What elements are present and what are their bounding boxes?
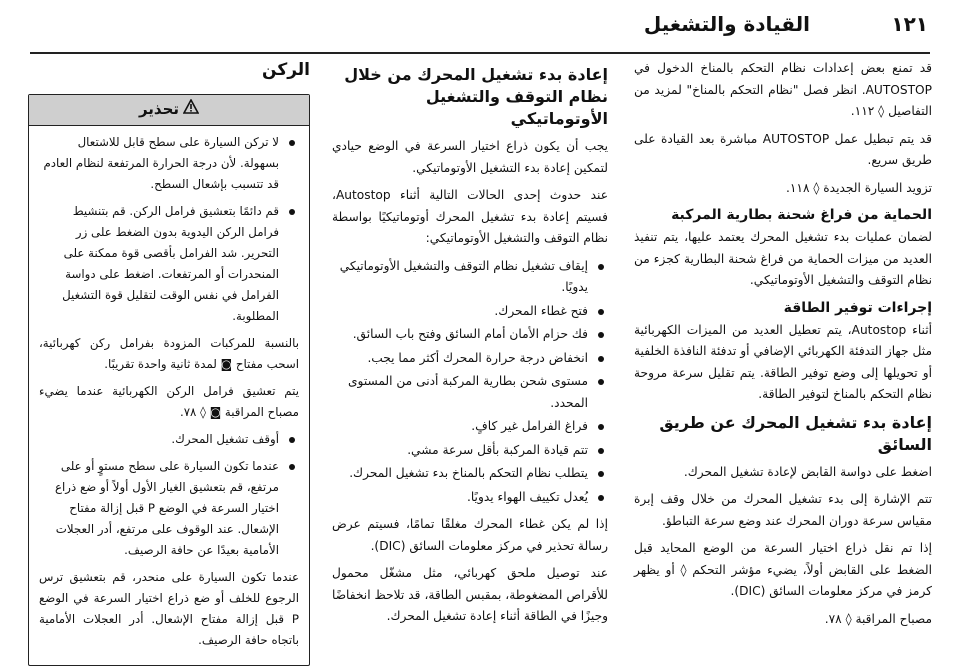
chapter-title: القيادة والتشغيل: [643, 12, 810, 36]
paragraph: يتم تعشيق فرامل الركن الكهربائية عندما يضيء مصباح المراقبة ◙ ◊ ٧٨.: [39, 383, 299, 419]
paragraph: إذا لم يكن غطاء المحرك مغلقًا تمامًا، فسيتم عرض رسالة تحذير في مركز معلومات السائق (DIC).: [332, 517, 608, 553]
column-left: [28, 58, 310, 666]
paragraph: عند توصيل ملحق كهربائي، مثل مشغّل محمول للأقراص المضغوطة، بمقبس الطاقة، قد تلاحظ انخفاضًا وجيزًا في الطاقة أثناء إعادة تشغيل المحرك.: [332, 566, 608, 623]
paragraph: مصباح المراقبة ◊ ٧٨.: [824, 611, 932, 626]
paragraph: قد تمنع بعض إعدادات نظام التحكم بالمناخ الدخول في AUTOSTOP. انظر فصل "نظام التحكم بالمناخ" لمزيد من التفاصيل ◊ ١١٢.: [634, 61, 932, 118]
page-header: [0, 6, 960, 46]
list-item: عندما تكون السيارة على سطح مستوٍ أو على مرتفع، قم بتعشيق الغيار الأول أولاً أو ضع ذراع اختيار السرعة في الوضع P قبل إزالة مفتاح الإشعال. عند الوقوف على مرتفع، أدر العجلات الأمامية بعيدًا عن حافة الرصيف.: [39, 456, 299, 561]
warning-title: تحذير: [138, 100, 180, 118]
list-item: قم دائمًا بتعشيق فرامل الركن. قم بتنشيط فرامل الركن اليدوية بدون الضغط على زر التحرير. شد الفرامل بأقصى قوة ممكنة على المنحدرات أو المرتفعات. اضغط على دواسة الفرامل في نفس الوقت لتقليل قوة التشغيل المطلوبة.: [39, 201, 299, 327]
list-item: يتطلب نظام التحكم بالمناخ بدء تشغيل المحرك.: [332, 463, 608, 485]
subheading-saving: إجراءات توفير الطاقة: [783, 299, 932, 316]
paragraph: عند حدوث إحدى الحالات التالية أثناء Autostop، فسيتم إعادة بدء تشغيل المحرك أوتوماتيكيًا بواسطة نظام التوقف والتشغيل الأوتوماتيكي:: [332, 188, 608, 245]
list-item: انخفاض درجة حرارة المحرك أكثر مما يجب.: [332, 348, 608, 370]
paragraph: قد يتم تبطيل عمل AUTOSTOP مباشرة بعد القيادة على طريق سريع.: [634, 131, 932, 167]
paragraph: يجب أن يكون ذراع اختيار السرعة في الوضع حيادي لتمكين إعادة بدء التشغيل الأوتوماتيكي.: [332, 139, 608, 175]
column-right: [634, 58, 932, 636]
list-item: مستوى شحن بطارية المركبة أدنى من المستوى المحدد.: [332, 371, 608, 414]
subheading-battery: الحماية من فراغ شحنة بطارية المركبة: [671, 207, 932, 223]
list-item: إيقاف تشغيل نظام التوقف والتشغيل الأوتوماتيكي يدويًا.: [332, 256, 608, 299]
warning-header: [29, 95, 309, 126]
bullet-list: [332, 256, 608, 509]
section-heading-auto-restart: إعادة بدء تشغيل المحرك من خلال نظام التوقف والتشغيل الأوتوماتيكي: [344, 65, 608, 128]
paragraph: تتم الإشارة إلى بدء تشغيل المحرك من خلال وقف إبرة مقياس سرعة دوران المحرك عند وضع سرعة التباطؤ.: [634, 492, 932, 528]
paragraph: لضمان عمليات بدء تشغيل المحرك يعتمد عليها، يتم تنفيذ العديد من ميزات الحماية من فراغ شحنة البطارية كجزء من نظام التوقف والتشغيل الأوتوماتيكي.: [634, 230, 932, 287]
list-item: فراغ الفرامل غير كافٍ.: [332, 416, 608, 438]
page-number: ١٢١: [891, 12, 928, 36]
section-heading-restart: إعادة بدء تشغيل المحرك عن طريق السائق: [659, 412, 932, 454]
paragraph: أثناء Autostop، يتم تعطيل العديد من الميزات الكهربائية مثل جهاز التدفئة الكهربائي الإضافي أو تدفئة النافذة الخلفية أو تحويلها إلى وضع توفير الطاقة. يتم تقليل سرعة مروحة نظام التحكم بالمناخ لتوفير الطاقة.: [634, 322, 932, 401]
warning-list: [39, 132, 299, 327]
paragraph: تزويد السيارة الجديدة ◊ ١١٨.: [786, 180, 932, 195]
list-item: أوقف تشغيل المحرك.: [39, 429, 299, 450]
paragraph: عندما تكون السيارة على منحدر، قم بتعشيق ترس الرجوع للخلف أو ضع ذراع اختيار السرعة في الوضع P قبل إزالة مفتاح الإشعال. أدر العجلات الأمامية باتجاه حافة الرصيف.: [39, 569, 299, 647]
section-title-parking: الركن: [262, 60, 310, 80]
list-item: لا تركن السيارة على سطح قابل للاشتعال بسهولة. لأن درجة الحرارة المرتفعة لنظام العادم قد تتسبب بإشعال السطح.: [39, 132, 299, 195]
list-item: فتح غطاء المحرك.: [332, 301, 608, 323]
column-middle: [332, 58, 608, 634]
warning-triangle-icon: [183, 99, 199, 121]
paragraph: بالنسبة للمركبات المزودة بفرامل ركن كهربائية، اسحب مفتاح ◙ لمدة ثانية واحدة تقريبًا.: [39, 335, 299, 371]
paragraph: إذا تم نقل ذراع اختيار السرعة من الوضع المحايد قبل الضغط على القابض أولاً، يضيء مؤشر التحكم ◊ أو يظهر كرمز في مركز معلومات السائق (DIC).: [634, 541, 932, 598]
warning-box: [28, 94, 310, 666]
paragraph: اضغط على دواسة القابض لإعادة تشغيل المحرك.: [683, 464, 932, 479]
warning-list-2: [39, 429, 299, 561]
list-item: تتم قيادة المركبة بأقل سرعة مشي.: [332, 440, 608, 462]
list-item: فك حزام الأمان أمام السائق وفتح باب السائق.: [332, 324, 608, 346]
header-rule: [30, 52, 930, 54]
list-item: يُعدل تكييف الهواء يدويًا.: [332, 487, 608, 509]
warning-body: [29, 126, 309, 665]
